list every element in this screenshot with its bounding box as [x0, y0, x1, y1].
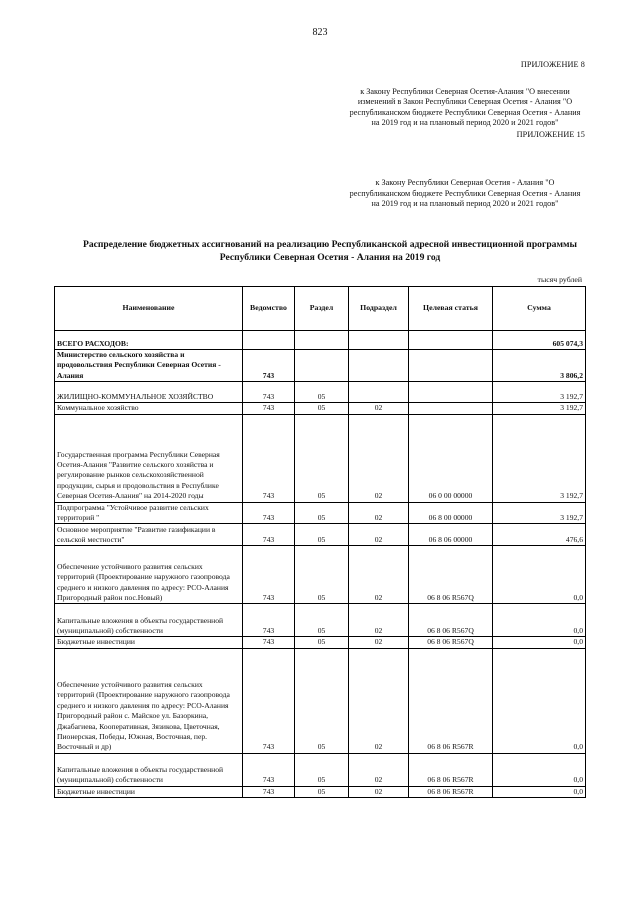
table-row	[55, 604, 586, 637]
cell-sum: 0,0	[493, 637, 586, 648]
cell-target: 06 8 06 R567R	[409, 648, 493, 753]
cell-sum: 0,0	[493, 546, 586, 604]
cell-subsection: 02	[349, 753, 409, 786]
cell-subsection: 02	[349, 786, 409, 797]
cell-sum: 0,0	[493, 604, 586, 637]
cell-subsection: 02	[349, 524, 409, 546]
cell-subsection: 02	[349, 546, 409, 604]
cell-section: 05	[295, 382, 349, 403]
annex-15-text: к Закону Республики Северная Осетия - Алания "О республиканском бюджете Республики Северная Осетия - Алания на 2019 год и на плановый период 2020 и 2021 годов"	[349, 178, 581, 209]
cell-sum: 3 192,7	[493, 382, 586, 403]
table-row	[55, 331, 586, 350]
cell-name: Обеспечение устойчивого развития сельских территорий (Проектирование наружного газопровода среднего и низкого давления по адресу: РСО-Алания Пригородный район пос.Новый)	[55, 546, 243, 604]
cell-section	[295, 331, 349, 350]
cell-subsection: 02	[349, 403, 409, 414]
cell-sum: 3 192,7	[493, 414, 586, 502]
cell-subsection: 02	[349, 414, 409, 502]
cell-section: 05	[295, 524, 349, 546]
cell-target	[409, 403, 493, 414]
cell-sum: 3 192,7	[493, 502, 586, 524]
cell-target: 06 8 06 R567Q	[409, 637, 493, 648]
cell-section: 05	[295, 637, 349, 648]
cell-ministry: 743	[243, 502, 295, 524]
header-sum: Сумма	[493, 287, 586, 331]
table-row	[55, 414, 586, 502]
cell-name: ВСЕГО РАСХОДОВ:	[55, 331, 243, 350]
cell-name: ЖИЛИЩНО-КОММУНАЛЬНОЕ ХОЗЯЙСТВО	[55, 382, 243, 403]
cell-target	[409, 382, 493, 403]
annex-8-block	[345, 60, 585, 141]
cell-subsection	[349, 331, 409, 350]
cell-section: 05	[295, 648, 349, 753]
cell-sum: 0,0	[493, 753, 586, 786]
cell-name: Капитальные вложения в объекты государственной (муниципальной) собственности	[55, 604, 243, 637]
cell-subsection: 02	[349, 502, 409, 524]
cell-subsection: 02	[349, 604, 409, 637]
cell-section: 05	[295, 546, 349, 604]
cell-sum: 3 806,2	[493, 350, 586, 382]
cell-sum: 0,0	[493, 648, 586, 753]
cell-target: 06 0 00 00000	[409, 414, 493, 502]
cell-section	[295, 350, 349, 382]
cell-ministry: 743	[243, 648, 295, 753]
cell-ministry: 743	[243, 382, 295, 403]
cell-ministry: 743	[243, 753, 295, 786]
cell-target: 06 8 06 R567R	[409, 753, 493, 786]
cell-name: Государственная программа Республики Северная Осетия-Алания "Развитие сельского хозяйства и регулирование рынков сельскохозяйственной продукции, сырья и продовольствия в Республике Северная Осетия-Алания" на 2014-2020 годы	[55, 414, 243, 502]
cell-target	[409, 350, 493, 382]
table-row	[55, 786, 586, 797]
cell-ministry: 743	[243, 414, 295, 502]
cell-name: Обеспечение устойчивого развития сельских территорий (Проектирование наружного газопровода среднего и низкого давления по адресу: РСО-Алания Пригородный район с. Майское ул. Базоркина, Джабагиева, Кооперативная, Зязикова, Цветочная, Пионерская, Победы, Южная, Восточная, пер. Восточный и др)	[55, 648, 243, 753]
cell-name: Бюджетные инвестиции	[55, 637, 243, 648]
annex-15-block	[345, 178, 585, 210]
document-title: Распределение бюджетных ассигнований на реализацию Республиканской адресной инвестиционной программы Республики Северная Осетия - Алания на 2019 год	[82, 239, 578, 264]
cell-subsection	[349, 382, 409, 403]
cell-ministry: 743	[243, 403, 295, 414]
table-row	[55, 546, 586, 604]
budget-table	[54, 286, 586, 798]
header-section: Раздел	[295, 287, 349, 331]
table-row	[55, 502, 586, 524]
header-subsection: Подраздел	[349, 287, 409, 331]
cell-subsection	[349, 350, 409, 382]
cell-name: Министерство сельского хозяйства и продовольствия Республики Северная Осетия - Алания	[55, 350, 243, 382]
cell-ministry: 743	[243, 546, 295, 604]
cell-ministry: 743	[243, 604, 295, 637]
cell-target: 06 8 06 R567R	[409, 786, 493, 797]
cell-target: 06 8 06 R567Q	[409, 604, 493, 637]
cell-section: 05	[295, 403, 349, 414]
header-target: Целевая статья	[409, 287, 493, 331]
cell-target: 06 8 06 00000	[409, 524, 493, 546]
units-label: тысяч рублей	[537, 275, 582, 284]
table-row	[55, 753, 586, 786]
cell-section: 05	[295, 414, 349, 502]
cell-section: 05	[295, 753, 349, 786]
table-header-row	[55, 287, 586, 331]
cell-section: 05	[295, 502, 349, 524]
cell-name: Подпрограмма "Устойчивое развитие сельских территорий "	[55, 502, 243, 524]
table-row	[55, 524, 586, 546]
cell-target: 06 8 00 00000	[409, 502, 493, 524]
cell-ministry	[243, 331, 295, 350]
cell-target: 06 8 06 R567Q	[409, 546, 493, 604]
annex-8-heading: ПРИЛОЖЕНИЕ 8	[520, 60, 585, 69]
cell-sum: 0,0	[493, 786, 586, 797]
cell-sum: 605 074,3	[493, 331, 586, 350]
table-row	[55, 403, 586, 414]
cell-subsection: 02	[349, 637, 409, 648]
page-number: 823	[312, 27, 328, 38]
table-row	[55, 637, 586, 648]
header-ministry: Ведомство	[243, 287, 295, 331]
table-row	[55, 350, 586, 382]
cell-sum: 476,6	[493, 524, 586, 546]
table-row	[55, 382, 586, 403]
cell-sum: 3 192,7	[493, 403, 586, 414]
cell-section: 05	[295, 786, 349, 797]
cell-name: Основное мероприятие "Развитие газификации в сельской местности"	[55, 524, 243, 546]
cell-ministry: 743	[243, 637, 295, 648]
table-row	[55, 648, 586, 753]
cell-section: 05	[295, 604, 349, 637]
cell-ministry: 743	[243, 524, 295, 546]
cell-name: Коммунальное хозяйство	[55, 403, 243, 414]
annex-8-text: к Закону Республики Северная Осетия-Алания "О внесении изменений в Закон Республики Северная Осетия - Алания "О республиканском бюджете Республики Северная Осетия - Алания на 2019 год и на плановый период 2020 и 2021 годов"	[349, 86, 581, 128]
annex-15-heading: ПРИЛОЖЕНИЕ 15	[516, 129, 585, 139]
cell-ministry: 743	[243, 786, 295, 797]
cell-name: Капитальные вложения в объекты государственной (муниципальной) собственности	[55, 753, 243, 786]
cell-name: Бюджетные инвестиции	[55, 786, 243, 797]
header-name: Наименование	[55, 287, 243, 331]
cell-subsection: 02	[349, 648, 409, 753]
cell-target	[409, 331, 493, 350]
cell-ministry: 743	[243, 350, 295, 382]
